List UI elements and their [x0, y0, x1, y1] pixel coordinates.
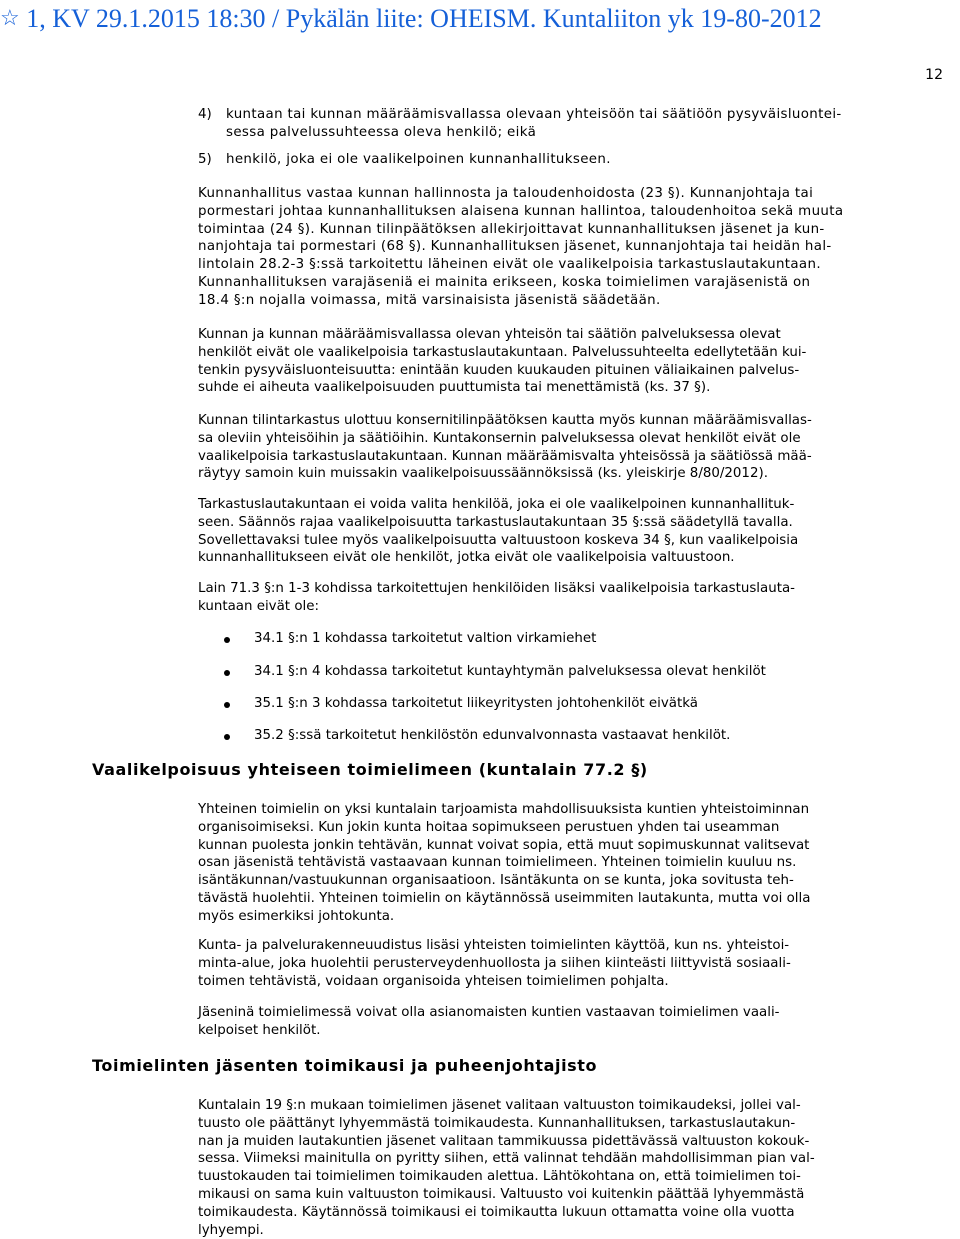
text-line: Sovellettavaksi tulee myös vaalikelpoisuutta valtuustoon koskeva 34 §, kun vaalikelpoisia — [198, 532, 799, 548]
text-line: sessa. Viimeksi mainitulla on pyritty siihen, että valinnat tehdään mahdollisimman pian val- — [198, 1151, 815, 1167]
text-line: tävästä huolehtii. Yhteinen toimielin on käytännössä useimmiten lautakunta, mutta voi olla — [198, 890, 811, 906]
text-line: Kuntalain 19 §:n mukaan toimielimen jäsenet valitaan valtuuston toimikaudeksi, jollei val- — [198, 1098, 801, 1113]
text-line: Yhteinen toimielin on yksi kuntalain tarjoamista mahdollisuuksista kuntien yhteistoiminnan — [198, 802, 810, 817]
page-number: 12 — [925, 67, 943, 83]
paragraph — [198, 1004, 866, 1040]
text-line: pormestari johtaa kunnanhallituksen alaisena kunnan hallintoa, taloudenhoitoa sekä muuta — [198, 203, 844, 219]
bullet-icon — [224, 734, 230, 740]
text-line: suhde ei aiheuta vaalikelpoisuuden puuttumista tai menettämistä (ks. 37 §). — [198, 380, 711, 396]
bullet-icon — [224, 637, 230, 643]
list-text — [226, 106, 842, 142]
text-line: henkilöt eivät ole vaalikelpoisia tarkastuslautakuntaan. Palvelussuhteelta edellytetään kui- — [198, 344, 807, 360]
text-line: nan ja muiden lautakuntien jäsenet valitaan tammikuussa pidettävässä valtuuston kokouk- — [198, 1133, 810, 1149]
list-text: henkilö, joka ei ole vaalikelpoinen kunnanhallitukseen. — [226, 152, 611, 167]
star-icon: ☆ — [0, 5, 20, 30]
text-line: tuustokauden tai toimielimen toimikauden alettua. Lähtökohtana on, että toimielimen toi- — [198, 1169, 801, 1185]
bullet-text: 35.2 §:ssä tarkoitetut henkilöstön edunvalvonnasta vastaavat henkilöt. — [254, 728, 731, 743]
text-line: kuntaan eivät ole: — [198, 598, 319, 614]
paragraph — [198, 1097, 866, 1239]
paragraph — [198, 801, 866, 926]
paragraph — [198, 937, 866, 990]
text-line: toimikaudesta. Käytännössä toimikausi ei toimikautta lukuun ottamatta voine olla vuotta — [198, 1204, 795, 1220]
bullet-text: 34.1 §:n 1 kohdassa tarkoitetut valtion virkamiehet — [254, 631, 597, 646]
text-line: toimintaa (24 §). Kunnan tilinpäätöksen allekirjoittavat kunnanhallituksen jäsenet ja kun- — [198, 221, 825, 237]
paragraph — [198, 496, 866, 567]
list-line: sessa palvelussuhteessa oleva henkilö; eikä — [226, 124, 537, 140]
text-line: 18.4 §:n nojalla voimassa, mitä varsinaisista jäsenistä säädetään. — [198, 292, 661, 308]
text-line: osan jäsenistä tehtävistä vastaavaan kunnan toimielimeen. Yhteinen toimielin kuuluu ns. — [198, 855, 797, 871]
bullet-icon — [224, 702, 230, 708]
paragraph — [198, 580, 866, 616]
text-line: toimen tehtävistä, voidaan organisoida yhteisen toimielimen pohjalta. — [198, 973, 669, 989]
text-line: sa oleviin yhteisöihin ja säätiöihin. Kuntakonsernin palveluksessa olevat henkilöt eivät ole — [198, 430, 801, 446]
text-line: kelpoiset henkilöt. — [198, 1022, 321, 1038]
bullet-text: 35.1 §:n 3 kohdassa tarkoitetut liikeyritysten johtohenkilöt eivätkä — [254, 696, 698, 711]
paragraph — [198, 412, 866, 483]
text-line: Tarkastuslautakuntaan ei voida valita henkilöä, joka ei ole vaalikelpoinen kunnanhallituk- — [198, 497, 795, 512]
text-line: organisoimiseksi. Kun jokin kunta hoitaa sopimukseen perustuen yhden tai useamman — [198, 819, 780, 835]
list-number: 4) — [198, 107, 212, 122]
text-line: tuusto ole päättänyt lyhyemmästä toimikaudesta. Kunnanhallituksen, tarkastuslautakun- — [198, 1115, 796, 1131]
text-line: mikausi on sama kuin valtuuston toimikausi. Valtuusto voi kuitenkin päättää lyhyemmästä — [198, 1186, 805, 1202]
text-line: kunnanhallitukseen eivät ole henkilöt, jotka eivät ole vaalikelpoisia valtuustoon. — [198, 550, 735, 566]
list-number: 5) — [198, 152, 212, 167]
text-line: kunnan puolesta jonkin tehtävän, kunnat voivat sopia, että muut sopimuskunnat valitsevat — [198, 837, 810, 853]
text-line: Kunnan ja kunnan määräämisvallassa olevan yhteisön tai säätiön palveluksessa olevat — [198, 327, 781, 342]
text-line: Kunnan tilintarkastus ulottuu konsernitilinpäätöksen kautta myös kunnan määräämisvallas- — [198, 413, 812, 428]
text-line: nanjohtaja tai pormestari (68 §). Kunnanhallituksen jäsenet, kunnanjohtaja tai heidän hal- — [198, 239, 832, 255]
paragraph — [198, 185, 866, 310]
text-line: lyhyempi. — [198, 1222, 264, 1238]
text-line: Kunnanhallitus vastaa kunnan hallinnosta ja taloudenhoidosta (23 §). Kunnanjohtaja tai — [198, 186, 814, 201]
list-line: kuntaan tai kunnan määräämisvallassa olevaan yhteisöön tai säätiöön pysyväisluontei- — [226, 107, 842, 122]
bullet-icon — [224, 670, 230, 676]
text-line: seen. Säännös rajaa vaalikelpoisuutta tarkastuslautakuntaan 35 §:ssä säädetyllä tavalla. — [198, 514, 793, 530]
text-line: tenkin pysyväisluonteisuutta: enintään kuuden kuukauden pituinen väliaikainen palvelus- — [198, 362, 800, 378]
text-line: Kunta- ja palvelurakenneuudistus lisäsi yhteisten toimielinten käyttöä, kun ns. yhteistoi- — [198, 938, 790, 953]
text-line: Jäseninä toimielimessä voivat olla asianomaisten kuntien vastaavan toimielimen vaali- — [198, 1005, 780, 1020]
text-line: Lain 71.3 §:n 1-3 kohdissa tarkoitettujen henkilöiden lisäksi vaalikelpoisia tarkastuslauta- — [198, 581, 795, 596]
text-line: vaalikelpoisia tarkastuslautakuntaan. Kunnan määräämisvalta yhteisössä ja säätiössä mää- — [198, 448, 812, 464]
text-line: isäntäkunnan/vastuukunnan organisaatioon. Isäntäkunta on se kunta, joka sovitusta teh- — [198, 873, 794, 889]
section-heading: Vaalikelpoisuus yhteiseen toimielimeen (kuntalain 77.2 §) — [92, 760, 648, 779]
text-line: minta-alue, joka huolehtii perusterveydenhuollosta ja siihen kiinteästi liittyvistä sosiaali- — [198, 955, 791, 971]
bullet-text: 34.1 §:n 4 kohdassa tarkoitetut kuntayhtymän palveluksessa olevat henkilöt — [254, 664, 766, 679]
document-header — [0, 4, 960, 36]
text-line: Kunnanhallituksen varajäseniä ei mainita erikseen, koska toimielimen varajäsenistä on — [198, 274, 811, 290]
section-heading: Toimielinten jäsenten toimikausi ja puheenjohtajisto — [92, 1056, 598, 1075]
text-line: räytyy samoin kuin muissakin vaalikelpoisuussäännöksissä (ks. yleiskirje 8/80/2012). — [198, 466, 768, 482]
paragraph — [198, 326, 866, 397]
text-line: lintolain 28.2-3 §:ssä tarkoitettu läheinen eivät ole vaalikelpoisia tarkastuslautakuntaan. — [198, 257, 821, 273]
header-text: 1, KV 29.1.2015 18:30 / Pykälän liite: OHEISM. Kuntaliiton yk 19-80-2012 — [26, 4, 822, 33]
text-line: myös esimerkiksi johtokunta. — [198, 908, 395, 924]
